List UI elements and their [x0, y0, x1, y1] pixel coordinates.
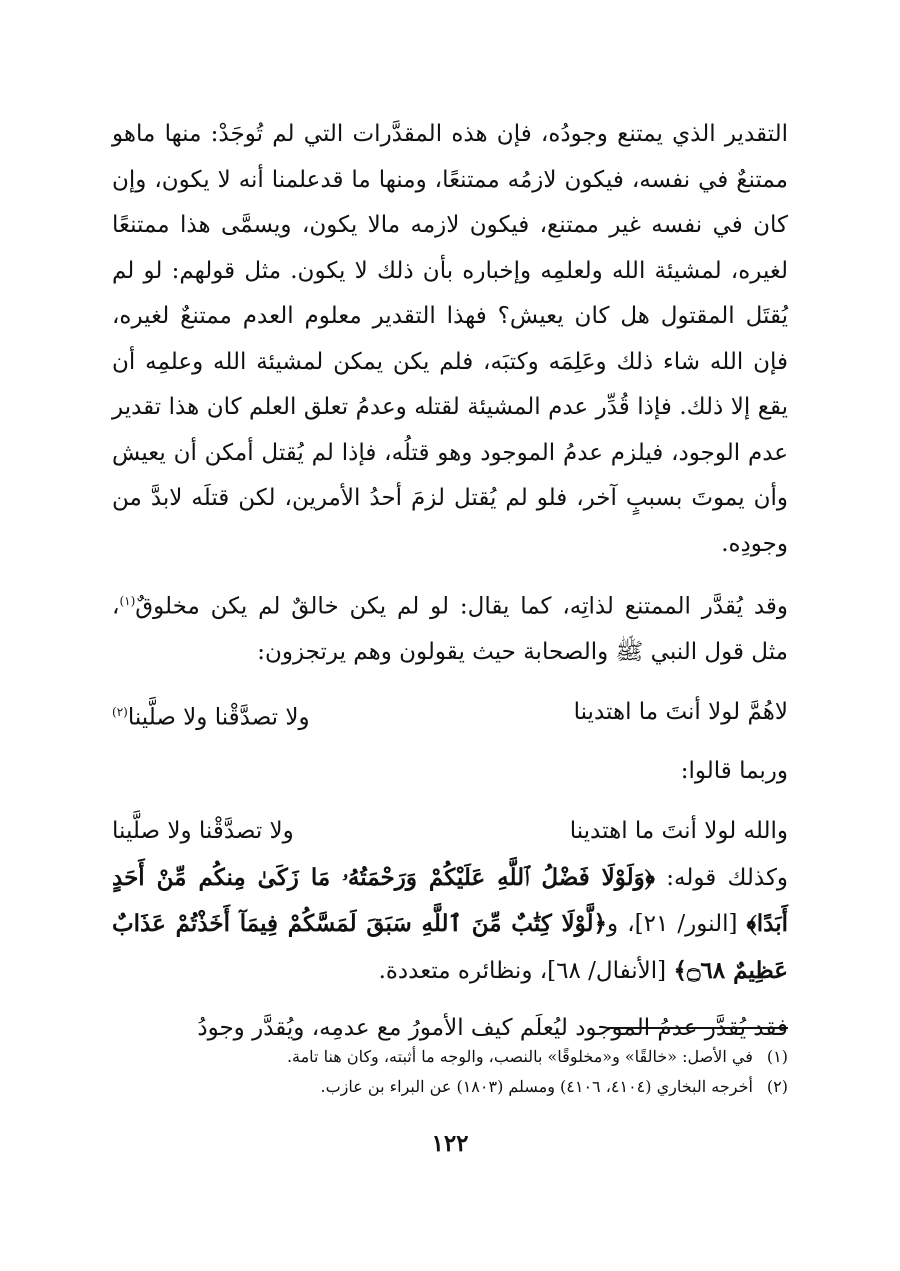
paragraph-5: فقد يُقدَّر عدمُ الموجود ليُعلَم كيف الأمورُ مع عدمِه، ويُقدَّر وجودُ — [197, 1015, 788, 1042]
paragraph-2-start: وقد يُقدَّر الممتنع لذاتِه، كما يقال: لو لم يكن خالقٌ لم يكن مخلوقٌ — [135, 593, 788, 620]
citation-2: [الأنفال/ ٦٨]، ونظائره متعددة. — [378, 957, 667, 984]
footnote-ref-1: (١) — [119, 594, 136, 608]
verse-2-hemistich-1: والله لولا أنتَ ما اهتدينا — [569, 817, 788, 844]
paragraph-4-intro: وكذلك قوله: — [666, 864, 789, 891]
footnote-ref-2: (٢) — [112, 704, 128, 719]
footnote-2 — [112, 1072, 788, 1102]
footnote-2-text: أخرجه البخاري (٤١٠٤، ٤١٠٦) ومسلم (١٨٠٣) عن البراء بن عازب. — [320, 1077, 753, 1096]
paragraph-1: التقدير الذي يمتنع وجودُه، فإن هذه المقدَّرات التي لم تُوجَدْ: منها ماهو ممتنعٌ في نفسه، فيكون لازمُه ممتنعًا، ومنها ما قدعلمنا أنه لا يكون، وإن كان في نفسه غير ممتنع، فيكون لازمه مالا يكون، ويسمَّى هذا ممتنعًا لغيره، لمشيئة الله ولعلمِه وإخباره بأن ذلك لا يكون. مثل قولهم: لو لم يُقتَل المقتول هل كان يعيش؟ فهذا التقدير معلوم العدم ممتنعٌ لغيره، فإن الله شاء ذلك وعَلِمَه وكتبَه، فلم يكن يمكن لمشيئة الله وعلمِه أن يقع إلا ذلك. فإذا قُدِّر عدم المشيئة لقتله وعدمُ تعلق العلم كان هذا تقدير عدم الوجود، فيلزم عدمُ الموجود وهو قتلُه، فإذا لم يُقتل أمكن أن يعيش وأن يموتَ بسببٍ آخر، فلو لم يُقتل لزمَ أحدُ الأمرين، لكن قتلَه لابدَّ من وجودِه. — [112, 121, 788, 557]
paragraph-2-end: ، مثل قول النبي ﷺ والصحابة حيث يقولون وهم يرتجزون: — [112, 593, 788, 666]
footnote-2-number: (٢) — [766, 1077, 788, 1096]
citation-1: [النور/ ٢١]، و — [607, 911, 738, 938]
footnotes — [112, 1042, 788, 1102]
footnote-1-number: (١) — [766, 1047, 788, 1066]
paragraph-3: وربما قالوا: — [680, 758, 788, 785]
verse-1-hemistich-2 — [112, 688, 310, 742]
quran-verse-2: ﴿لَّوْلَا كِتَٰبٌ مِّنَ ٱللَّهِ سَبَقَ لَمَسَّكُمْ فِيمَآ أَخَذْتُمْ عَذَابٌ عَظِيمٌ ۝٦٨﴾ — [112, 910, 788, 984]
footnote-divider — [608, 1027, 788, 1029]
verse-2-hemistich-2: ولا تصدَّقْنا ولا صلَّينا — [112, 817, 294, 844]
footnote-1 — [112, 1042, 788, 1072]
paragraph-2 — [112, 579, 788, 676]
verse-1-hemistich-2-text: ولا تصدَّقْنا ولا صلَّينا — [127, 704, 310, 731]
paragraph-4 — [112, 855, 788, 995]
verse-2 — [112, 807, 788, 855]
verse-1 — [112, 688, 788, 742]
main-text — [112, 112, 788, 1052]
quran-verse-1: ﴿وَلَوْلَا فَضْلُ ٱللَّهِ عَلَيْكُمْ وَرَحْمَتُهُۥ مَا زَكَىٰ مِنكُم مِّنْ أَحَدٍ أَبَدًا﴾ — [112, 863, 788, 938]
footnote-1-text: في الأصل: «خالقًا» و«مخلوقًا» بالنصب، والوجه ما أثبته، وكان هنا تامة. — [286, 1047, 753, 1066]
verse-1-hemistich-1: لاهُمَّ لولا أنتَ ما اهتدينا — [573, 698, 788, 725]
page-number: ١٢٢ — [431, 1130, 469, 1157]
